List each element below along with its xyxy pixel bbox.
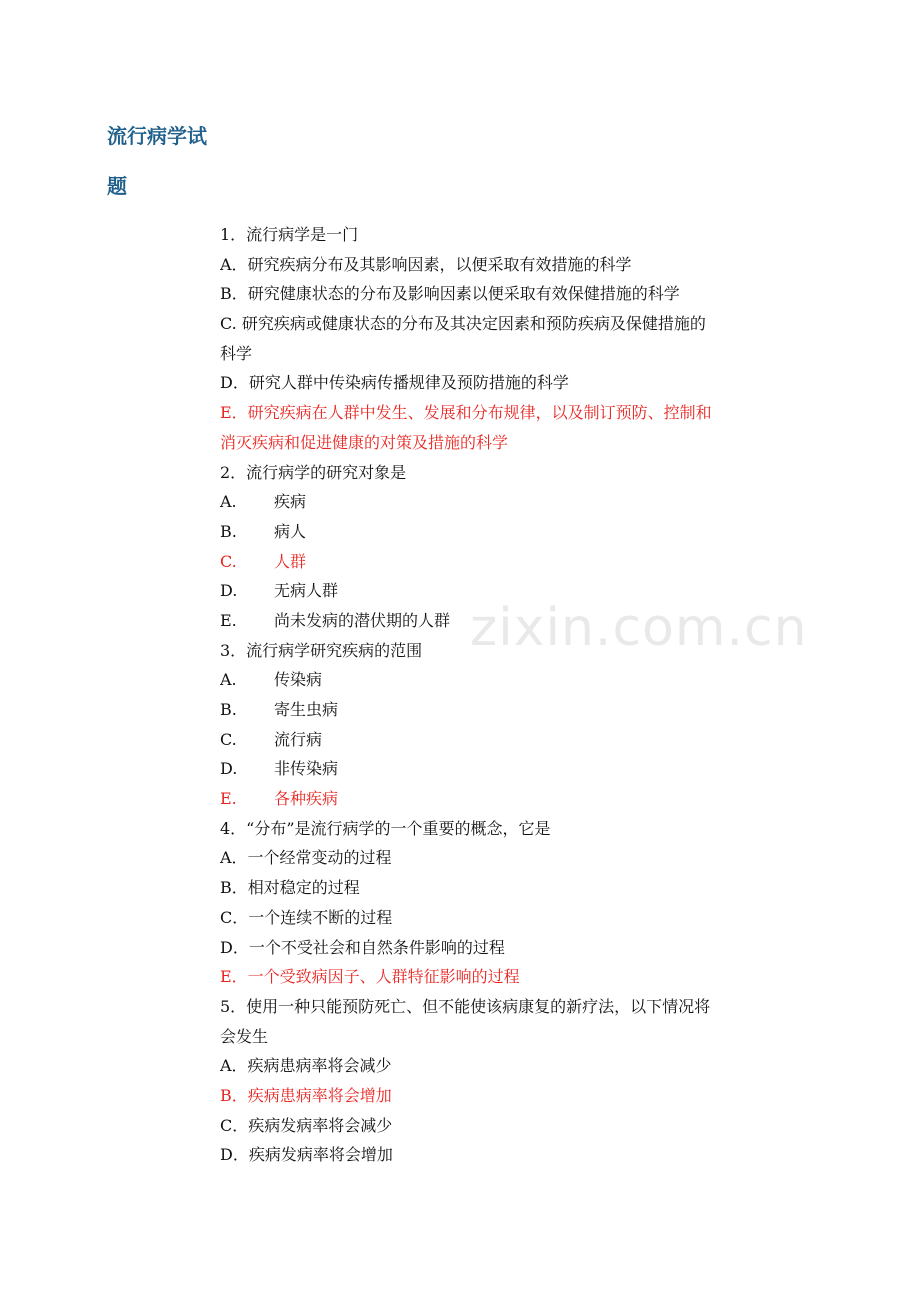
option-text: 各种疾病 — [274, 789, 339, 809]
option-letter: C. — [220, 551, 237, 571]
question-4-option-a: A．一个经常变动的过程 — [220, 848, 392, 868]
option-text: 人群 — [274, 551, 307, 571]
option-letter: B. — [220, 700, 237, 719]
option-text: 尚未发病的潜伏期的人群 — [274, 610, 451, 630]
option-text: 非传染病 — [274, 759, 339, 779]
question-3-option-b — [220, 695, 790, 725]
question-4-option-b: B．相对稳定的过程 — [220, 878, 360, 898]
option-text: 疾病 — [274, 492, 307, 512]
question-1-option-c: C. 研究疾病或健康状态的分布及其决定因素和预防疾病及保健措施的 — [220, 314, 706, 334]
option-letter: A. — [220, 492, 237, 512]
document-title-line-2: 题 — [107, 174, 127, 198]
question-3-option-c — [220, 725, 790, 755]
question-3-option-d — [220, 754, 790, 784]
question-5-option-c: C．疾病发病率将会减少 — [220, 1115, 393, 1135]
option-text: 流行病 — [274, 729, 323, 749]
option-letter: A. — [220, 670, 237, 690]
question-3-stem: 3．流行病学研究疾病的范围 — [220, 640, 423, 660]
question-3-answer-e — [220, 784, 790, 814]
question-4-stem: 4．“分布”是流行病学的一个重要的概念，它是 — [220, 818, 551, 838]
document-title-line-1: 流行病学试 — [107, 124, 207, 148]
option-letter: B. — [220, 521, 237, 541]
question-1-answer-e-continued: 消灭疾病和促进健康的对策及措施的科学 — [220, 432, 509, 452]
question-list — [220, 220, 790, 1170]
question-2-stem: 2．流行病学的研究对象是 — [220, 462, 407, 482]
question-2-answer-c — [220, 547, 790, 577]
question-5-stem-continued: 会发生 — [220, 1026, 269, 1046]
option-letter: D. — [220, 759, 238, 779]
option-text: 传染病 — [274, 670, 323, 690]
option-text: 病人 — [274, 521, 307, 541]
question-1-option-c-continued: 科学 — [220, 343, 253, 363]
question-5-stem: 5．使用一种只能预防死亡、但不能使该病康复的新疗法，以下情况将 — [220, 996, 711, 1016]
question-5-option-d: D．疾病发病率将会增加 — [220, 1145, 393, 1165]
question-1-stem: 1．流行病学是一门 — [220, 225, 359, 244]
question-1-answer-e: E．研究疾病在人群中发生、发展和分布规律，以及制订预防、控制和 — [220, 403, 712, 423]
question-2-option-d — [220, 576, 790, 606]
watermark: zixin.com.cn — [470, 598, 808, 658]
question-2-option-e — [220, 606, 790, 636]
question-1-option-b: B．研究健康状态的分布及影响因素以便采取有效保健措施的科学 — [220, 284, 680, 304]
option-letter: E. — [220, 610, 237, 630]
question-4-answer-e: E．一个受致病因子、人群特征影响的过程 — [220, 967, 520, 987]
option-text: 寄生虫病 — [274, 700, 339, 719]
question-2-option-b — [220, 517, 790, 547]
question-4-option-c: C．一个连续不断的过程 — [220, 907, 393, 927]
option-letter: D. — [220, 581, 238, 601]
question-1-option-a: A．研究疾病分布及其影响因素，以便采取有效措施的科学 — [220, 254, 632, 274]
question-5-answer-b: B．疾病患病率将会增加 — [220, 1085, 392, 1105]
question-2-option-a — [220, 487, 790, 517]
option-letter: E. — [220, 789, 237, 809]
question-1-option-d: D．研究人群中传染病传播规律及预防措施的科学 — [220, 373, 569, 393]
option-letter: C. — [220, 729, 237, 749]
question-3-option-a — [220, 665, 790, 695]
question-4-option-d: D．一个不受社会和自然条件影响的过程 — [220, 937, 505, 957]
question-5-option-a: A．疾病患病率将会减少 — [220, 1056, 392, 1076]
option-text: 无病人群 — [274, 581, 339, 601]
